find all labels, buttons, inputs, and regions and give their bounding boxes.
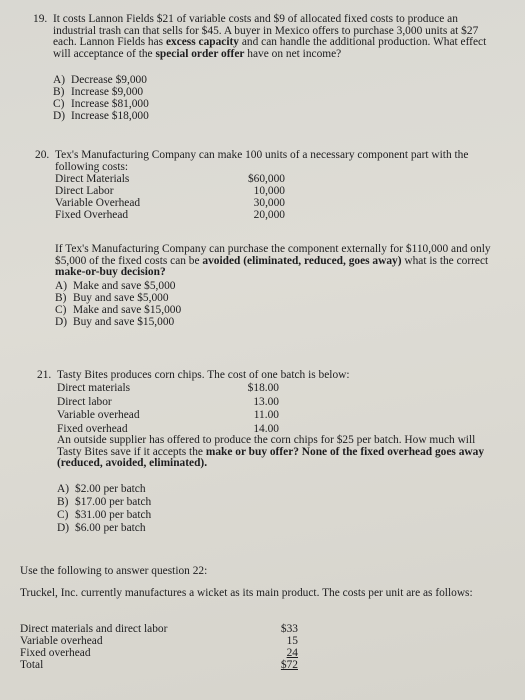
cost-value: $60,000 bbox=[247, 173, 285, 185]
bold-phrase: avoided (eliminated, reduced, goes away) bbox=[202, 254, 402, 267]
cost-value: 13.00 bbox=[253, 396, 279, 408]
answer-option[interactable] bbox=[53, 99, 149, 111]
option-text: $2.00 per batch bbox=[75, 483, 146, 495]
question-text bbox=[57, 370, 517, 382]
option-letter: D) bbox=[57, 522, 70, 534]
option-text: $6.00 per batch bbox=[75, 522, 146, 534]
option-letter: B) bbox=[53, 86, 65, 98]
bold-phrase: special order offer bbox=[155, 47, 245, 60]
cost-value: 10,000 bbox=[253, 185, 285, 197]
cost-label: Direct labor bbox=[57, 396, 112, 408]
question-number: 20. bbox=[35, 149, 50, 161]
cost-label: Variable overhead bbox=[57, 409, 140, 421]
text-line: following costs: bbox=[55, 160, 129, 173]
option-letter: C) bbox=[53, 98, 65, 110]
answer-option[interactable] bbox=[55, 293, 169, 305]
answer-option[interactable] bbox=[57, 523, 146, 535]
cost-label: Direct Labor bbox=[55, 185, 114, 197]
text-line: (reduced, avoided, eliminated). bbox=[57, 457, 208, 470]
question-19 bbox=[33, 14, 513, 134]
cost-value: $72 bbox=[280, 659, 298, 671]
cost-label: Direct materials and direct labor bbox=[20, 623, 168, 635]
cost-label: Total bbox=[20, 659, 44, 671]
option-letter: C) bbox=[57, 509, 69, 521]
option-letter: C) bbox=[55, 304, 67, 316]
question-22-setup bbox=[20, 566, 520, 696]
answer-option[interactable] bbox=[53, 87, 143, 99]
answer-option[interactable] bbox=[53, 75, 147, 87]
text-line: An outside supplier has offered to produce the corn chips for $25 per batch. How much will bbox=[57, 434, 476, 446]
option-text: $17.00 per batch bbox=[75, 496, 152, 508]
answer-option[interactable] bbox=[57, 484, 146, 496]
cost-value: 11.00 bbox=[253, 409, 279, 421]
cost-label: Fixed overhead bbox=[20, 647, 91, 659]
text-span: have on net income? bbox=[244, 47, 342, 60]
text-line: industrial trash can that sells for $45. A buyer in Mexico offers to purchase 3,000 units at $27 bbox=[53, 24, 479, 37]
answer-option[interactable] bbox=[55, 317, 174, 329]
option-letter: A) bbox=[57, 483, 70, 495]
text-line bbox=[53, 49, 513, 61]
cost-value: 15 bbox=[286, 635, 298, 647]
question-21 bbox=[37, 370, 517, 550]
answer-option[interactable] bbox=[57, 497, 151, 509]
question-text bbox=[53, 14, 513, 60]
option-text: Buy and save $5,000 bbox=[73, 292, 169, 304]
text-span: each. Lannon Fields has bbox=[53, 36, 166, 49]
option-text: Increase $18,000 bbox=[71, 110, 149, 122]
cost-value: $18.00 bbox=[247, 382, 279, 394]
question-text bbox=[55, 244, 515, 279]
cost-label: Variable overhead bbox=[20, 635, 103, 647]
text-span: $5,000 of the fixed costs can be bbox=[55, 254, 203, 267]
answer-option[interactable] bbox=[57, 510, 151, 522]
text-line: It costs Lannon Fields $21 of variable costs and $9 of allocated fixed costs to produce an bbox=[53, 13, 458, 25]
option-text: Make and save $5,000 bbox=[73, 280, 176, 292]
question-number: 21. bbox=[37, 369, 52, 381]
text-line: Tasty Bites produces corn chips. The cost of one batch is below: bbox=[57, 369, 350, 381]
option-letter: D) bbox=[53, 110, 66, 122]
cost-label: Variable Overhead bbox=[55, 197, 141, 209]
question-text bbox=[55, 150, 515, 173]
cost-value: 20,000 bbox=[253, 209, 285, 221]
text-span: will acceptance of the bbox=[53, 47, 156, 60]
option-letter: D) bbox=[55, 316, 68, 328]
text-span: and can handle the additional production. What effect bbox=[239, 36, 487, 49]
question-text bbox=[57, 435, 522, 470]
text-line: If Tex's Manufacturing Company can purchase the component externally for $110,000 and only bbox=[55, 243, 491, 255]
text-span: Tasty Bites save if it accepts the bbox=[57, 445, 206, 458]
answer-option[interactable] bbox=[53, 111, 149, 123]
cost-value: 14.00 bbox=[253, 423, 279, 435]
answer-option[interactable] bbox=[55, 281, 176, 293]
text-line: Tex's Manufacturing Company can make 100 units of a necessary component part with the bbox=[55, 149, 469, 161]
option-text: Increase $9,000 bbox=[71, 86, 144, 98]
text-line: make-or-buy decision? bbox=[55, 266, 166, 279]
cost-label: Fixed overhead bbox=[57, 423, 128, 435]
option-text: Decrease $9,000 bbox=[71, 74, 147, 86]
question-20 bbox=[35, 150, 515, 350]
cost-value: 30,000 bbox=[253, 197, 285, 209]
option-letter: B) bbox=[55, 292, 67, 304]
option-text: Make and save $15,000 bbox=[73, 304, 182, 316]
question-number: 19. bbox=[33, 13, 48, 25]
option-text: $31.00 per batch bbox=[75, 509, 152, 521]
cost-label: Direct Materials bbox=[55, 173, 130, 185]
text-span: what is the correct bbox=[401, 254, 489, 267]
option-text: Increase $81,000 bbox=[71, 98, 149, 110]
cost-label: Direct materials bbox=[57, 382, 131, 394]
option-letter: A) bbox=[53, 74, 66, 86]
bold-phrase: excess capacity bbox=[165, 36, 240, 49]
option-text: Buy and save $15,000 bbox=[73, 316, 175, 328]
option-letter: B) bbox=[57, 496, 69, 508]
answer-option[interactable] bbox=[55, 305, 181, 317]
cost-value: 24 bbox=[286, 647, 298, 659]
bold-phrase: make or buy offer? None of the fixed overhead goes away bbox=[205, 445, 485, 458]
cost-value: $33 bbox=[280, 623, 298, 635]
cost-label: Fixed Overhead bbox=[55, 209, 129, 221]
option-letter: A) bbox=[55, 280, 68, 292]
question-text: Truckel, Inc. currently manufactures a wicket as its main product. The costs per unit are as follows: bbox=[20, 587, 473, 599]
section-intro: Use the following to answer question 22: bbox=[20, 565, 208, 577]
